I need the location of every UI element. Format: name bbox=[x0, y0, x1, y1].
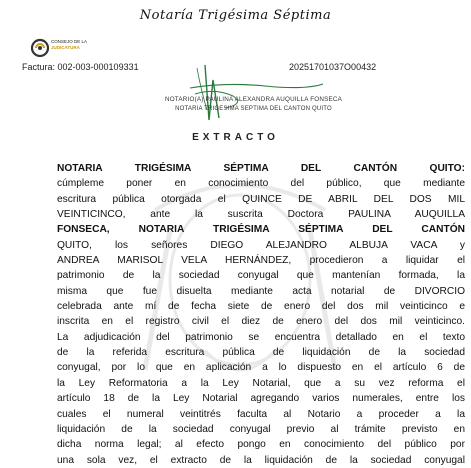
body-line: artículo 18 de la Ley Notarial agregando varios numerales, entre los bbox=[57, 393, 465, 405]
logo-caption-line1: CONSEJO DE LA bbox=[51, 39, 88, 44]
body-line: celebrada ante mí de fecha siete de enero del dos mil veinticinco e bbox=[57, 301, 465, 313]
section-title: EXTRACTO bbox=[192, 132, 279, 143]
invoice-number: Factura: 002-003-000109331 bbox=[22, 62, 139, 72]
notary-header-title: Notaría Trigésima Séptima bbox=[139, 8, 332, 23]
judicatura-logo bbox=[30, 37, 100, 59]
body-line: liquidación de la sociedad conyugal previo al trámite previsto en bbox=[57, 423, 465, 435]
body-line: dicha norma legal; al efecto pongo en conocimiento del público por bbox=[57, 439, 465, 451]
body-line: inscrita en el registro civil el diez de enero del dos mil veinticinco. bbox=[57, 316, 465, 328]
body-line: de la referida escritura pública de liquidación de la sociedad bbox=[57, 347, 465, 359]
body-line: cúmpleme poner en conocimiento del público, que mediante bbox=[57, 178, 465, 190]
notary-name-line: NOTARIO(A) PAULINA ALEXANDRA AUQUILLA FONSECA bbox=[164, 96, 343, 103]
notary-office-line: NOTARIA TRIGESIMA SEPTIMA DEL CANTON QUITO bbox=[175, 106, 332, 112]
logo-caption bbox=[51, 39, 99, 51]
body-line: NOTARIA TRIGÉSIMA SÉPTIMA DEL CANTÓN QUITO: bbox=[57, 163, 465, 174]
body-line: ANDREA MARISOL VELA HERNÁNDEZ, procedieron a liquidar el bbox=[57, 255, 465, 267]
body-line: patrimonio de la sociedad conyugal que mantenían formada, la bbox=[57, 270, 465, 282]
body-line: misma que fue disuelta mediante acta notarial de DIVORCIO bbox=[57, 285, 465, 297]
body-line: La adjudicación del patrimonio se encuentra detallado en el texto bbox=[57, 331, 465, 343]
body-line: VEINTICINCO, ante la suscrita Doctora PAULINA AUQUILLA bbox=[57, 209, 465, 221]
body-line: la Ley Reformatoria a la Ley Notarial, que a su vez reforma el bbox=[57, 377, 465, 389]
body-line: cuales el numeral veintitrés faculta al Notario a proceder a la bbox=[57, 408, 465, 420]
logo-caption-line2: JUDICATURA bbox=[51, 45, 80, 50]
body-line: QUITO, los señores DIEGO ALEJANDRO ALBUJA VACA y bbox=[57, 239, 465, 251]
body-line: una sola vez, el extracto de la liquidación de la sociedad conyugal bbox=[57, 454, 465, 466]
document-number: 20251701037O00432 bbox=[289, 62, 377, 72]
body-line: escritura pública otorgada el QUINCE DE ABRIL DEL DOS MIL bbox=[57, 193, 465, 205]
notary-signature bbox=[185, 60, 325, 130]
body-line: FONSECA, NOTARIA TRIGÉSIMA SÉPTIMA DEL CANTÓN bbox=[57, 224, 465, 236]
body-line: conyugal, por lo que en aplicación a lo dispuesto en el artículo 6 de bbox=[57, 362, 465, 374]
extract-body bbox=[57, 161, 465, 468]
judicatura-emblem-icon bbox=[30, 37, 52, 59]
